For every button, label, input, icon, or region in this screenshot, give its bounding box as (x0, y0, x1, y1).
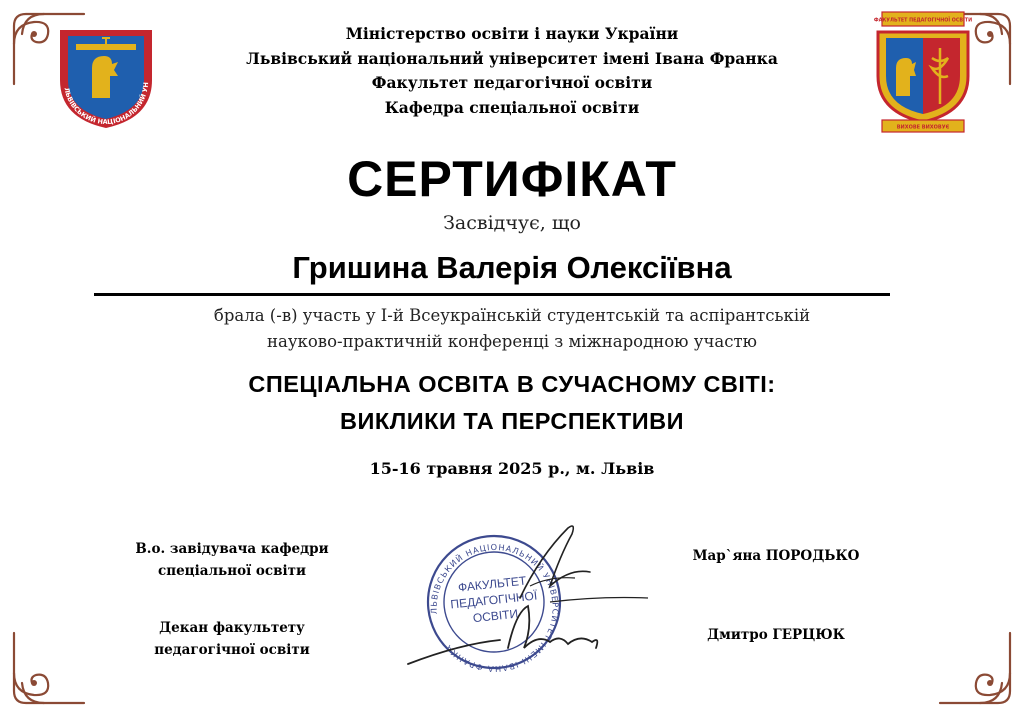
participation-line-1: брала (-в) участь у І-й Всеукраїнській студентській та аспірантській (213, 306, 811, 325)
svg-text:ФАКУЛЬТЕТ ПЕДАГОГІЧНОЇ ОСВІТИ: ФАКУЛЬТЕТ ПЕДАГОГІЧНОЇ ОСВІТИ (873, 18, 973, 24)
first-signatory-name: Мар`яна ПОРОДЬКО (692, 548, 860, 564)
recipient-name: Гришина Валерія Олексіївна (292, 250, 732, 285)
date-place: 15-16 травня 2025 р., м. Львів (369, 459, 655, 478)
first-role-line-1: В.о. завідувача кафедри (135, 541, 329, 557)
svg-text:ОСВІТИ: ОСВІТИ (472, 606, 519, 626)
first-role-line-2: спеціальної освіти (157, 563, 307, 579)
participation-text (0, 303, 1024, 355)
svg-text:ПЕДАГОГІЧНОЇ: ПЕДАГОГІЧНОЇ (449, 588, 538, 612)
second-signatory-name: Дмитро ГЕРЦЮК (707, 627, 845, 643)
faculty-name: Факультет педагогічної освіти (371, 73, 653, 92)
first-signatory-role (102, 538, 362, 582)
svg-text:ФАКУЛЬТЕТ: ФАКУЛЬТЕТ (457, 573, 527, 595)
ministry-name: Міністерство освіти і науки України (345, 24, 679, 43)
faculty-stamp-icon (400, 516, 660, 676)
second-signatory-role (102, 617, 362, 661)
second-role-line-1: Декан факультету (159, 620, 305, 636)
svg-text:ЛЬВІВСЬКИЙ НАЦІОНАЛЬНИЙ УНІВЕР: ЛЬВІВСЬКИЙ НАЦІОНАЛЬНИЙ УН (62, 81, 151, 127)
department-name: Кафедра спеціальної освіти (384, 97, 640, 117)
conference-title (0, 366, 1024, 440)
certificate-header (0, 22, 1024, 120)
certifies-text: Засвідчує, що (443, 212, 581, 234)
university-name: Львівський національний університет імені Івана Франка (246, 48, 778, 68)
second-role-line-2: педагогічної освіти (154, 642, 310, 658)
certificate-title: СЕРТИФІКАТ (347, 151, 677, 207)
participation-line-2: науково-практичній конференці з міжнародною участю (267, 332, 757, 351)
svg-text:ЛЬВІВСЬКИЙ НАЦІОНАЛЬНИЙ УНІВЕР: ЛЬВІВСЬКИЙ НАЦІОНАЛЬНИЙ УНІВЕРСИТЕТ ІМЕНІ ІВАНА ФРАНКА (428, 541, 561, 675)
svg-text:ВИХОВЕ ВИХОВУЄ: ВИХОВЕ ВИХОВУЄ (896, 124, 950, 131)
conference-title-line-2: ВИКЛИКИ ТА ПЕРСПЕКТИВИ (340, 408, 684, 434)
conference-title-line-1: СПЕЦІАЛЬНА ОСВІТА В СУЧАСНОМУ СВІТІ: (248, 371, 776, 397)
name-underline (94, 293, 890, 296)
ornament-bottom-right-icon (930, 623, 1020, 713)
ornament-bottom-left-icon (4, 623, 94, 713)
